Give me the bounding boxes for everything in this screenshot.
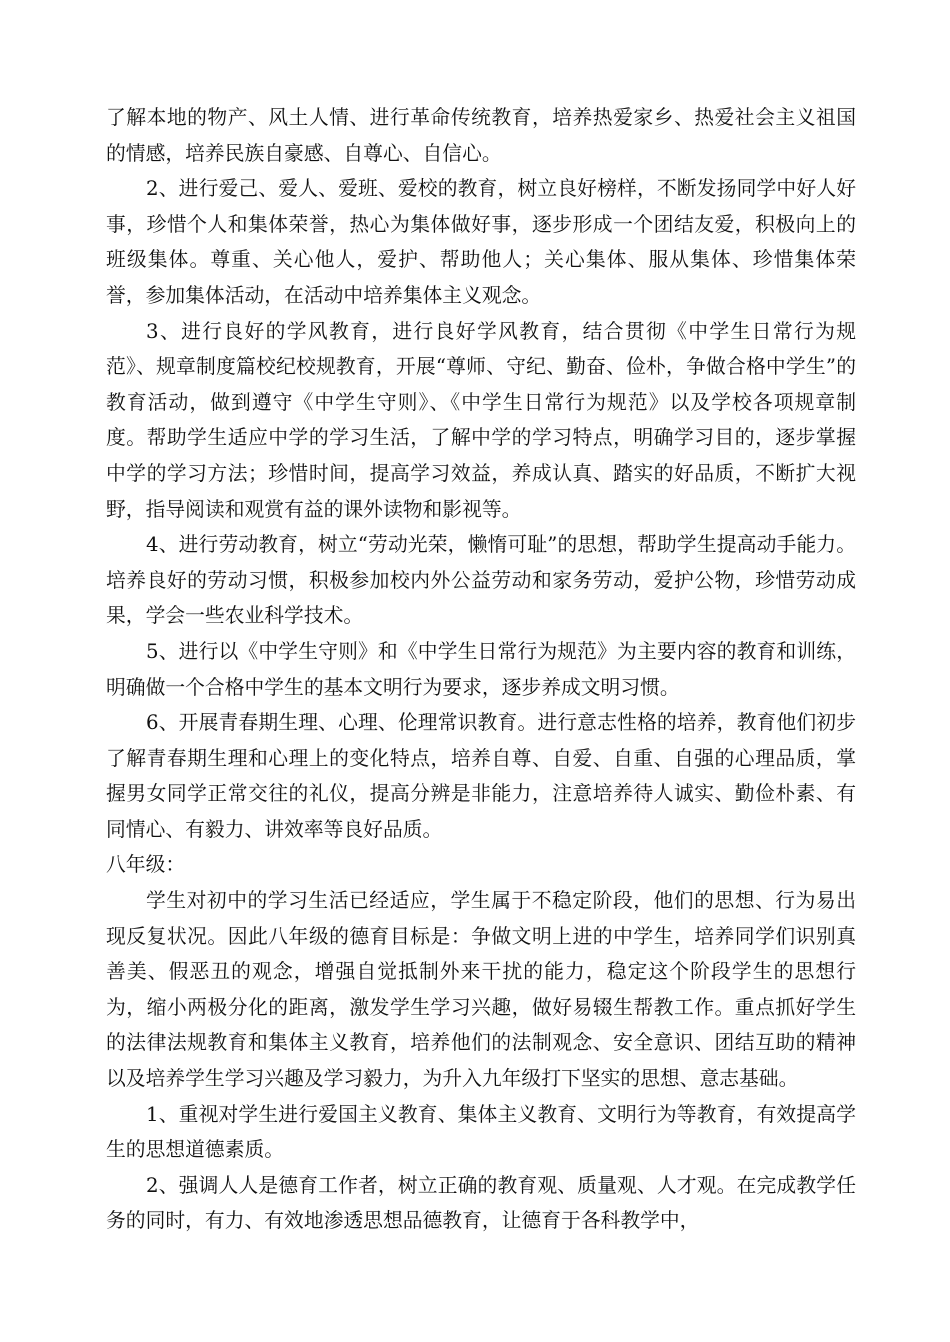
- paragraph-continuation: 了解本地的物产、风土人情、进行革命传统教育，培养热爱家乡、热爱社会主义祖国的情感，培养民族自豪感、自尊心、自信心。: [106, 106, 856, 165]
- paragraph-grade-8-item-1: 1、重视对学生进行爱国主义教育、集体主义教育、文明行为等教育，有效提高学生的思想道德素质。: [106, 1102, 856, 1162]
- paragraph-item-5: 5、进行以《中学生守则》和《中学生日常行为规范》为主要内容的教育和训练，明确做一个合格中学生的基本文明行为要求，逐步养成文明习惯。: [106, 639, 856, 699]
- paragraph-item-2: 2、进行爱己、爱人、爱班、爱校的教育，树立良好榜样，不断发扬同学中好人好事，珍惜个人和集体荣誉，热心为集体做好事，逐步形成一个团结友爱，积极向上的班级集体。尊重、关心他人，爱护、帮助他人；关心集体、服从集体、珍惜集体荣誉，参加集体活动，在活动中培养集体主义观念。: [106, 177, 856, 307]
- paragraph-item-3: 3、进行良好的学风教育，进行良好学风教育，结合贯彻《中学生日常行为规范》、规章制度篇校纪校规教育，开展“尊师、守纪、勤奋、俭朴，争做合格中学生”的教育活动，做到遵守《中学生守则》、《中学生日常行为规范》以及学校各项规章制度。帮助学生适应中学的学习生活，了解中学的学习特点，明确学习目的，逐步掌握中学的学习方法；珍惜时间，提高学习效益，养成认真、踏实的好品质，不断扩大视野，指导阅读和观赏有益的课外读物和影视等。: [106, 319, 856, 521]
- paragraph-grade-8-item-2: 2、强调人人是德育工作者，树立正确的教育观、质量观、人才观。在完成教学任务的同时，有力、有效地渗透思想品德教育，让德育于各科教学中，: [106, 1173, 856, 1233]
- paragraph-item-4: 4、进行劳动教育，树立“劳动光荣，懒惰可耻”的思想，帮助学生提高动手能力。培养良好的劳动习惯，积极参加校内外公益劳动和家务劳动，爱护公物，珍惜劳动成果，学会一些农业科学技术。: [106, 533, 856, 628]
- section-heading-grade-8: 八年级：: [106, 853, 186, 877]
- document-page: [106, 100, 856, 1239]
- paragraph-grade-8-intro: 学生对初中的学习生活已经适应，学生属于不稳定阶段，他们的思想、行为易出现反复状况。因此八年级的德育目标是：争做文明上进的中学生，培养同学们识别真善美、假恶丑的观念，增强自觉抵制外来干扰的能力，稳定这个阶段学生的思想行为，缩小两极分化的距离，激发学生学习兴趣，做好易辍生帮教工作。重点抓好学生的法律法规教育和集体主义教育，培养他们的法制观念、安全意识、团结互助的精神以及培养学生学习兴趣及学习毅力，为升入九年级打下坚实的思想、意志基础。: [106, 889, 856, 1091]
- paragraph-item-6: 6、开展青春期生理、心理、伦理常识教育。进行意志性格的培养，教育他们初步了解青春期生理和心理上的变化特点，培养自尊、自爱、自重、自强的心理品质，掌握男女同学正常交往的礼仪，提高分辨是非能力，注意培养待人诚实、勤俭朴素、有同情心、有毅力、讲效率等良好品质。: [106, 711, 856, 841]
